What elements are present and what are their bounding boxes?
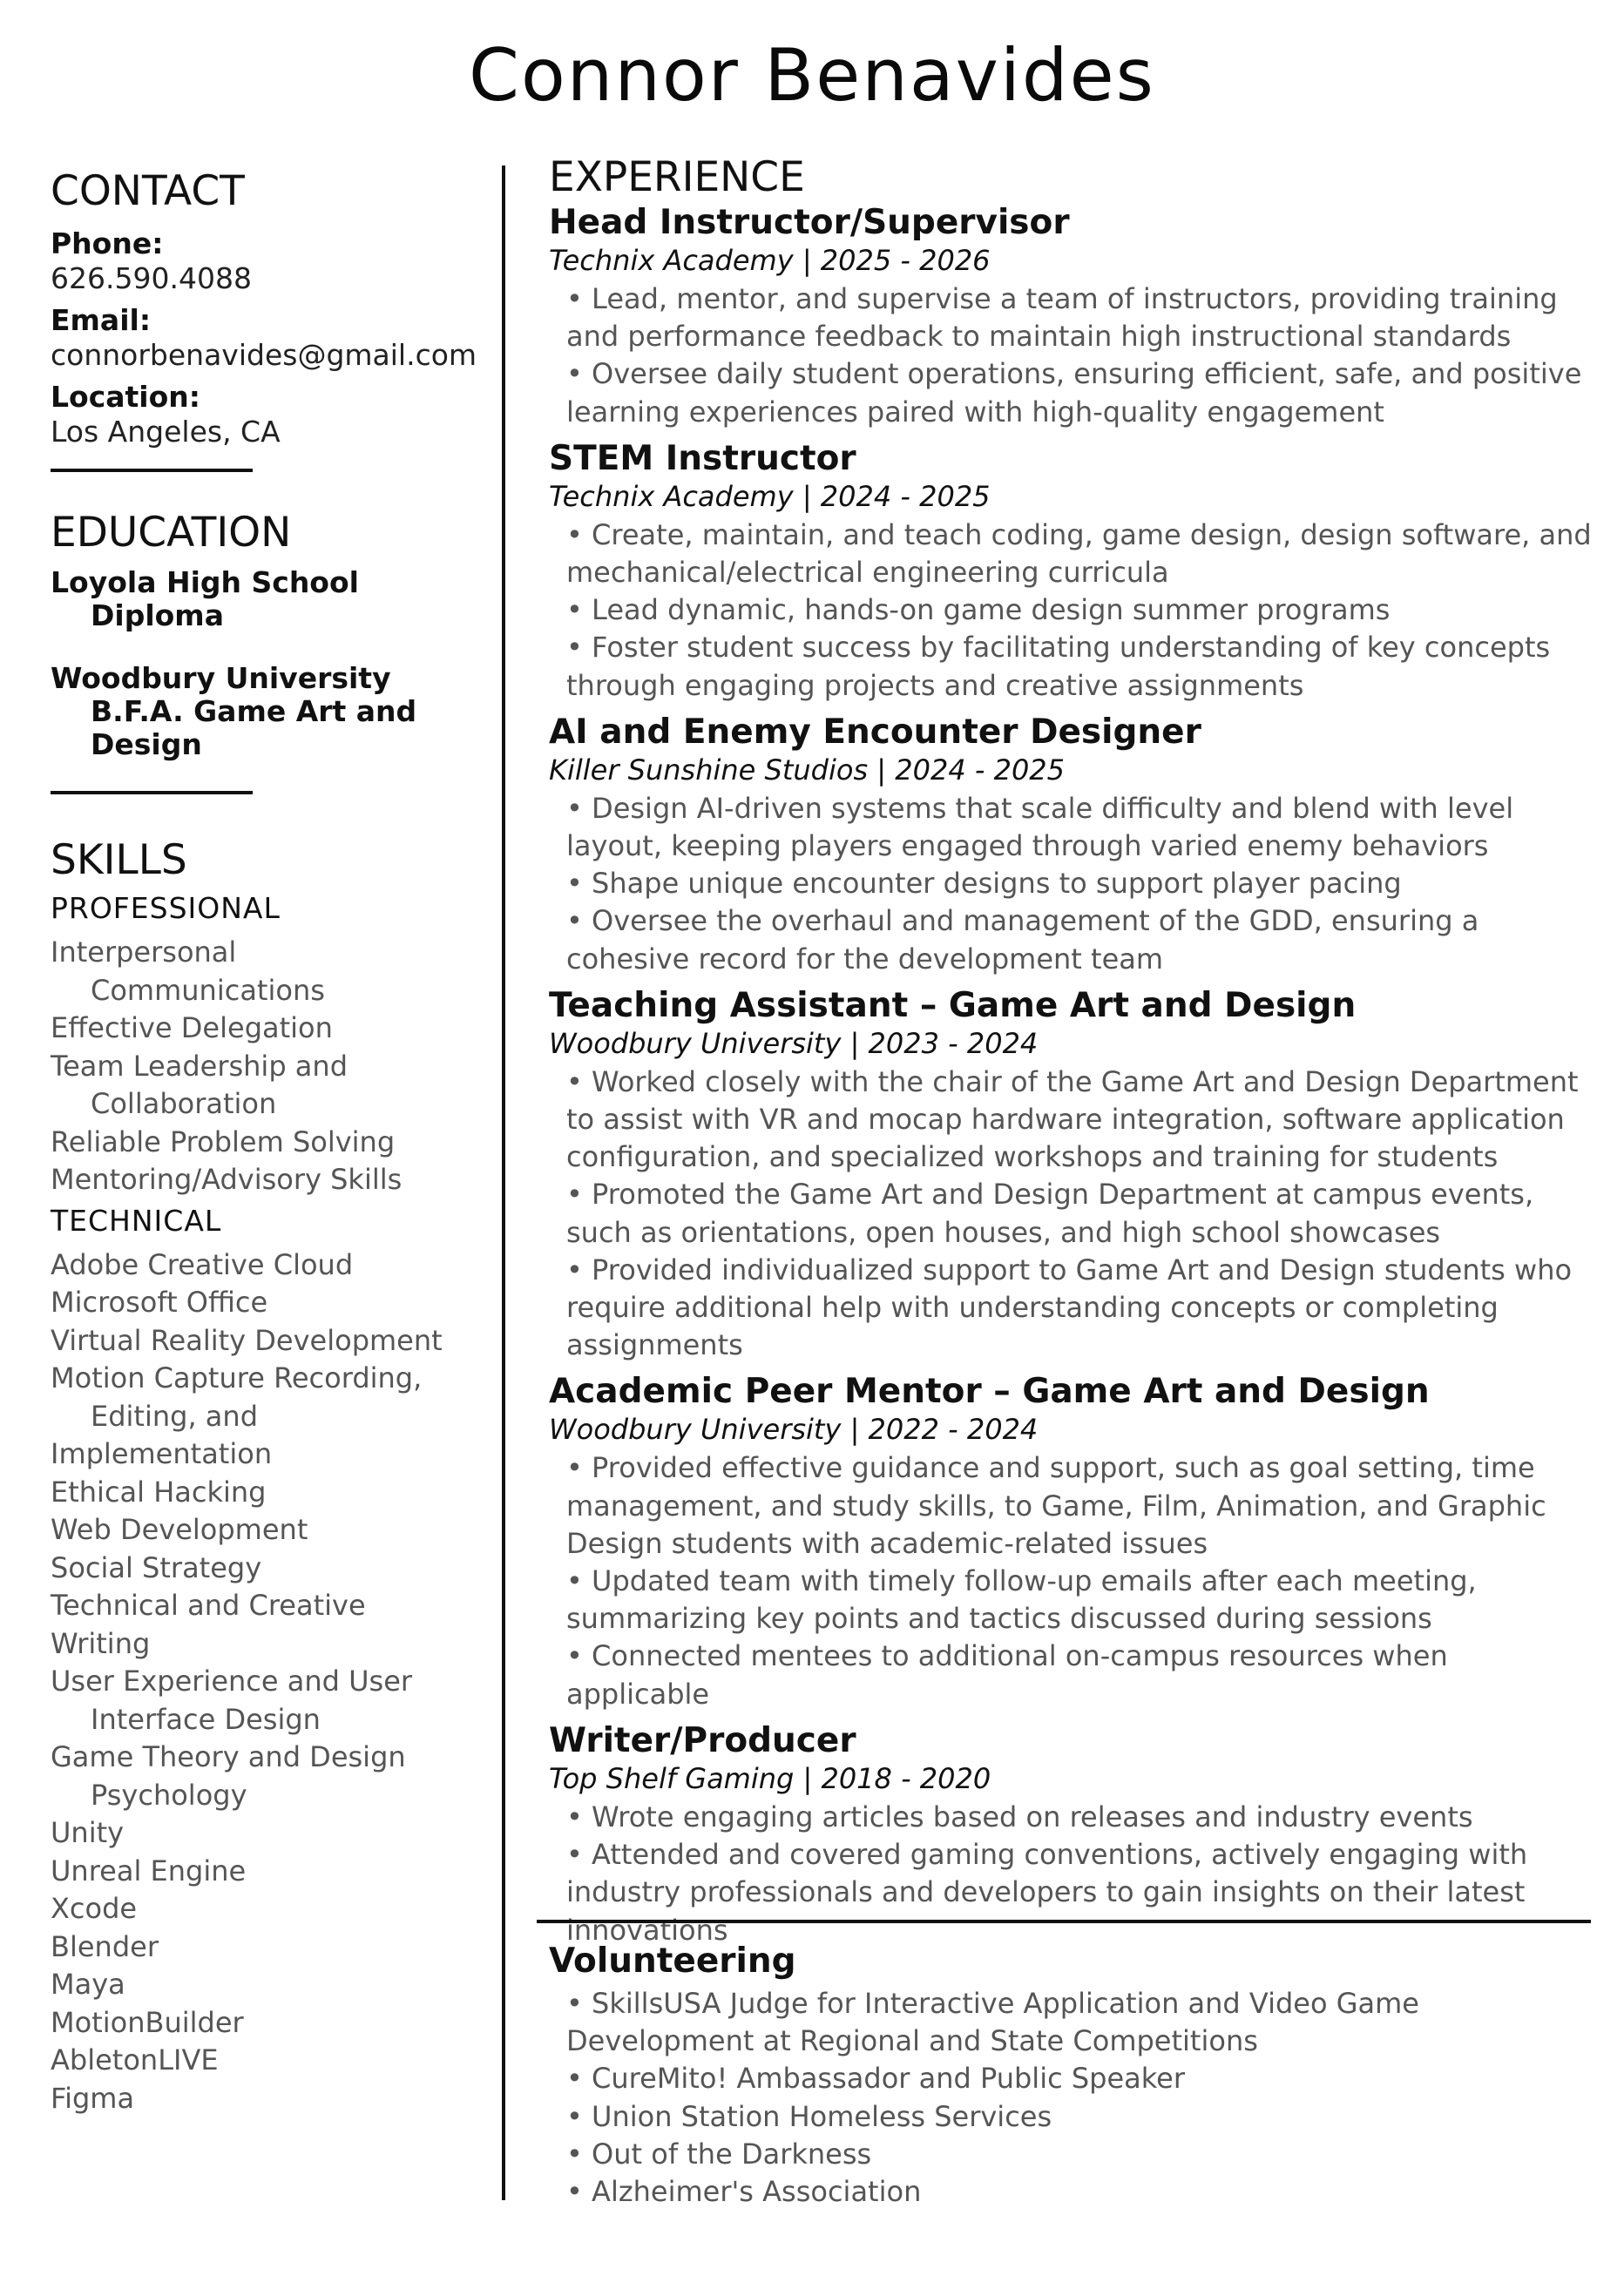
school-name: Woodbury University <box>51 661 391 695</box>
job-company-dates: Woodbury University | 2023 - 2024 <box>549 1026 1039 1060</box>
skill-item <box>51 1360 504 1435</box>
job-bullets <box>549 517 1599 705</box>
job-bullets <box>549 1449 1599 1712</box>
candidate-name: Connor Benavides <box>469 33 1155 118</box>
job-title: STEM Instructor <box>549 438 856 478</box>
section-divider <box>537 1920 1591 1923</box>
volunteering-list <box>549 1985 1599 2211</box>
job-entry <box>549 438 1599 705</box>
bullet-item: • Oversee the overhaul and management of the GDD, ensuring a cohesive record for the development team <box>566 904 1479 976</box>
bullet-item: • Wrote engaging articles based on releases and industry events <box>566 1800 1473 1833</box>
skill-text: Effective Delegation <box>51 1011 333 1044</box>
skill-text: Adobe Creative Cloud <box>51 1247 354 1281</box>
bullet-item: • Create, maintain, and teach coding, game design, design software, and mechanical/electrical engineering curricula <box>566 517 1592 590</box>
professional-skills-list <box>51 934 504 1199</box>
bullet-item: • Promoted the Game Art and Design Department at campus events, such as orientations, open houses, and high school showcases <box>566 1178 1534 1249</box>
skill-text: Virtual Reality Development <box>51 1323 443 1357</box>
volunteering-heading: Volunteering <box>549 1941 796 1981</box>
job-company-dates: Killer Sunshine Studios | 2024 - 2025 <box>549 753 1066 787</box>
education-section <box>51 507 504 761</box>
skill-item <box>51 1814 504 1853</box>
skill-text: Maya <box>51 1968 125 2001</box>
volunteer-item: • SkillsUSA Judge for Interactive Application and Video Game Development at Regional and State Competitions <box>566 1987 1419 2058</box>
skill-text: Psychology <box>91 1778 247 1812</box>
bullet-item: • Lead dynamic, hands-on game design summer programs <box>566 593 1391 627</box>
job-entry <box>549 712 1599 978</box>
volunteer-item: • Alzheimer's Association <box>566 2175 922 2209</box>
bullet-item: • Attended and covered gaming conventions, actively engaging with industry professionals and developers to gain insights on their latest innovations <box>566 1838 1528 1947</box>
skill-item <box>51 1853 504 1891</box>
bullet-item: • Oversee daily student operations, ensuring efficient, safe, and positive learning experiences paired with high-quality engagement <box>566 357 1582 429</box>
skill-text: Interface Design <box>91 1702 321 1736</box>
skill-item <box>51 1890 504 1928</box>
bullet-item: • Updated team with timely follow-up emails after each meeting, summarizing key points and tactics discussed during sessions <box>566 1564 1477 1636</box>
skill-text: Web Development <box>51 1513 308 1546</box>
job-title: Academic Peer Mentor – Game Art and Design <box>549 1372 1430 1412</box>
skill-text: Unreal Engine <box>51 1854 247 1887</box>
professional-heading: PROFESSIONAL <box>51 891 281 925</box>
location-value: Los Angeles, CA <box>51 415 281 449</box>
degree-name: B.F.A. Game Art and Design <box>91 694 417 761</box>
phone-label: Phone: <box>51 226 164 260</box>
skill-text: Motion Capture Recording, <box>51 1361 423 1394</box>
degree-name: Diploma <box>91 598 224 632</box>
job-bullets <box>549 1064 1599 1365</box>
email-value[interactable]: connorbenavides@gmail.com <box>51 338 477 372</box>
bullet-item: • Foster student success by facilitating understanding of key concepts through engaging projects and creative assignments <box>566 631 1551 702</box>
volunteer-item: • Out of the Darkness <box>566 2137 872 2171</box>
skill-item <box>51 1161 504 1199</box>
skill-text: Reliable Problem Solving <box>51 1124 396 1158</box>
skill-text: Technical and Creative <box>51 1589 366 1622</box>
job-title: Teaching Assistant – Game Art and Design <box>549 985 1357 1025</box>
skill-text: Communications <box>91 973 325 1007</box>
job-entry <box>549 1371 1599 1712</box>
experience-heading: EXPERIENCE <box>549 153 805 201</box>
skill-item <box>51 1663 504 1739</box>
contact-heading: CONTACT <box>51 167 245 215</box>
job-bullets <box>549 790 1599 978</box>
skills-section <box>51 834 504 2117</box>
skill-text: Figma <box>51 2081 135 2115</box>
right-column <box>549 153 1599 1956</box>
phone-value: 626.590.4088 <box>51 261 252 295</box>
job-company-dates: Woodbury University | 2022 - 2024 <box>549 1413 1039 1447</box>
skill-text: Social Strategy <box>51 1550 262 1584</box>
skill-item <box>51 1322 504 1361</box>
email-label: Email: <box>51 303 152 337</box>
skill-text: Implementation <box>51 1437 273 1470</box>
skill-item <box>51 1048 504 1124</box>
job-company-dates: Technix Academy | 2025 - 2026 <box>549 244 991 277</box>
bullet-item: • Provided individualized support to Game Art and Design students who require additional help with understanding concepts or completing assignments <box>566 1253 1573 1362</box>
skill-item <box>51 1966 504 2004</box>
skill-text: AbletonLIVE <box>51 2043 219 2077</box>
bullet-item: • Worked closely with the chair of the Game Art and Design Department to assist with VR and mocap hardware integration, software application configuration, and specialized workshops and training for students <box>566 1064 1579 1174</box>
skill-text: Game Theory and Design <box>51 1740 406 1773</box>
job-bullets <box>549 1799 1599 1949</box>
skill-item <box>51 2042 504 2080</box>
bullet-item: • Lead, mentor, and supervise a team of instructors, providing training and performance feedback to maintain high instructional standards <box>566 282 1558 354</box>
skill-text: Ethical Hacking <box>51 1475 267 1509</box>
technical-skills-list <box>51 1246 504 2118</box>
skill-text: Blender <box>51 1929 159 1963</box>
skill-text: Unity <box>51 1816 125 1849</box>
job-entry <box>549 985 1599 1365</box>
skill-item <box>51 1010 504 1048</box>
skill-item <box>51 1511 504 1550</box>
divider <box>51 469 253 472</box>
skill-item <box>51 934 504 1010</box>
job-title: Head Instructor/Supervisor <box>549 203 1070 242</box>
job-bullets <box>549 280 1599 431</box>
bullet-item: • Design AI-driven systems that scale difficulty and blend with level layout, keeping players engaged through varied enemy behaviors <box>566 791 1514 863</box>
skill-text: Xcode <box>51 1892 138 1925</box>
location-label: Location: <box>51 380 200 414</box>
skill-text: Interpersonal <box>51 935 237 969</box>
skill-item <box>51 1739 504 1814</box>
skills-heading: SKILLS <box>51 836 187 884</box>
job-title: Writer/Producer <box>549 1720 856 1760</box>
contact-section <box>51 165 504 449</box>
skill-text: Microsoft Office <box>51 1286 268 1319</box>
job-company-dates: Top Shelf Gaming | 2018 - 2020 <box>549 1761 991 1795</box>
skill-text: Team Leadership and <box>51 1049 348 1083</box>
job-company-dates: Technix Academy | 2024 - 2025 <box>549 479 991 513</box>
job-entry <box>549 1720 1599 1949</box>
volunteering-section <box>549 1938 1599 2218</box>
column-divider <box>502 165 505 2200</box>
skill-item <box>51 1246 504 1285</box>
skill-text: MotionBuilder <box>51 2005 244 2039</box>
skill-item <box>51 2004 504 2043</box>
job-entry <box>549 202 1599 431</box>
school-name: Loyola High School <box>51 565 359 599</box>
education-heading: EDUCATION <box>51 509 292 557</box>
skill-text: Collaboration <box>91 1087 277 1120</box>
volunteer-item: • Union Station Homeless Services <box>566 2099 1052 2133</box>
divider <box>51 791 253 794</box>
skill-text: Mentoring/Advisory Skills <box>51 1163 403 1196</box>
bullet-item: • Provided effective guidance and support, such as goal setting, time management, and study skills, to Game, Film, Animation, and Graphic Design students with academic-related issues <box>566 1451 1546 1560</box>
skill-text: User Experience and User <box>51 1665 413 1698</box>
skill-item <box>51 1435 504 1474</box>
skill-text: Editing, and <box>91 1399 258 1433</box>
skill-item <box>51 1625 504 1664</box>
skill-item <box>51 1284 504 1322</box>
skill-item <box>51 1587 504 1625</box>
volunteer-item: • CureMito! Ambassador and Public Speaker <box>566 2062 1185 2096</box>
skill-item <box>51 1124 504 1162</box>
skill-item <box>51 2080 504 2118</box>
left-column <box>51 165 504 2117</box>
skill-item <box>51 1928 504 1967</box>
bullet-item: • Connected mentees to additional on-campus resources when applicable <box>566 1639 1448 1711</box>
skill-item <box>51 1474 504 1512</box>
bullet-item: • Shape unique encounter designs to support player pacing <box>566 867 1402 901</box>
technical-heading: TECHNICAL <box>51 1203 222 1238</box>
skill-item <box>51 1550 504 1588</box>
skill-text: Writing <box>51 1626 151 1660</box>
job-title: AI and Enemy Encounter Designer <box>549 712 1201 752</box>
